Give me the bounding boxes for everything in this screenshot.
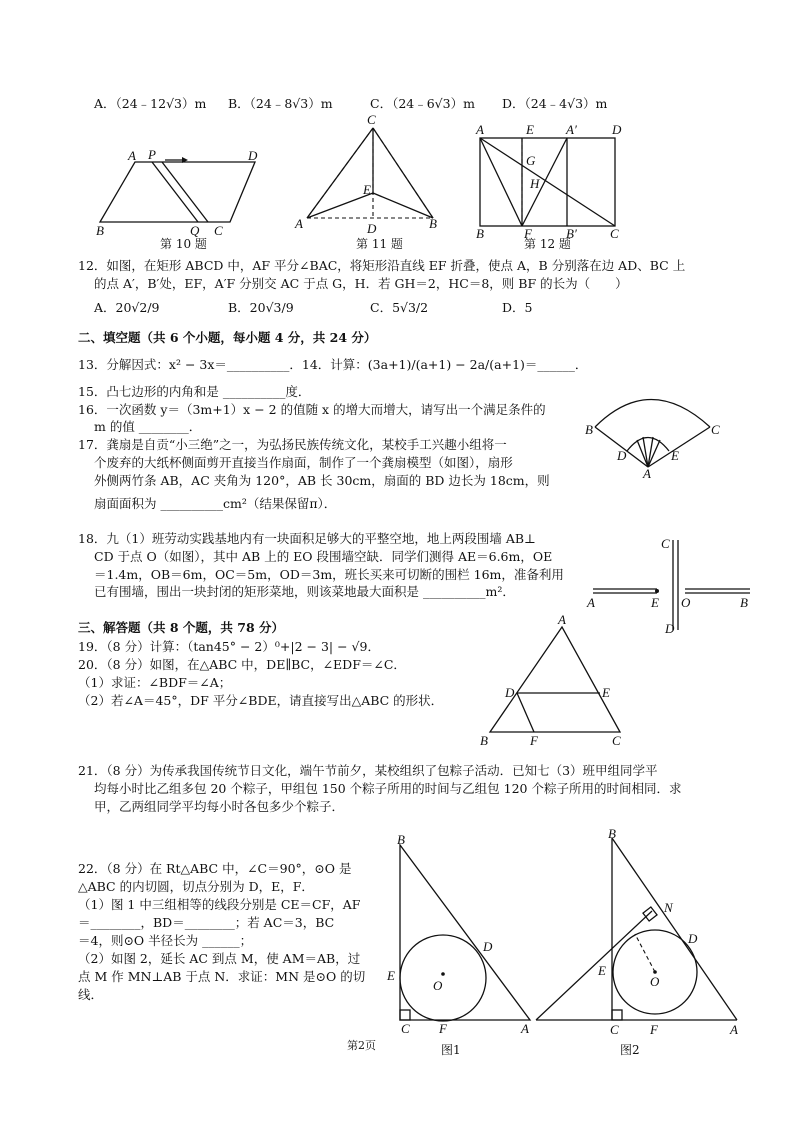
svg-text:E: E: [602, 685, 610, 700]
q22-line-3: （1）图 1 中三组相等的线段分别是 CE＝CF，AF: [78, 897, 361, 912]
svg-text:B: B: [585, 422, 593, 437]
q18-line-1: 18．九（1）班劳动实践基地内有一块面积足够大的平整空地，地上两段围墙 AB⊥: [78, 531, 536, 546]
q20-line-1: 20．（8 分）如图，在△ABC 中，DE∥BC，∠EDF＝∠C．: [78, 657, 406, 672]
svg-text:F: F: [530, 733, 538, 748]
svg-text:B: B: [740, 595, 748, 610]
svg-text:E: E: [598, 963, 606, 978]
svg-text:Q: Q: [190, 223, 200, 238]
svg-text:C: C: [612, 733, 621, 748]
figure-2-label: 图2: [620, 1043, 640, 1057]
svg-text:D: D: [617, 448, 627, 463]
svg-text:A: A: [521, 1021, 529, 1036]
svg-text:D: D: [505, 685, 515, 700]
figure-10: [90, 147, 270, 240]
figure-11-caption: 第 11 题: [356, 237, 403, 251]
svg-text:C: C: [610, 1022, 619, 1037]
q19: 19．（8 分）计算：（tan45° − 2）⁰+|2 − 3| − √9．: [78, 639, 380, 654]
q22-line-8: 线．: [78, 987, 104, 1002]
q20-line-3: （2）若∠A＝45°，DF 平分∠BDE，请直接写出△ABC 的形状．: [78, 693, 444, 708]
svg-text:B: B: [480, 733, 488, 748]
q12-line-2: 的点 A′，B′处，EF，A′F 分别交 AC 于点 G，H．若 GH＝2，HC＝8，则 BF 的长为（ ）: [94, 276, 628, 291]
q20-line-2: （1）求证：∠BDF＝∠A；: [78, 675, 232, 690]
svg-text:B: B: [397, 832, 405, 847]
svg-text:C: C: [661, 536, 670, 551]
svg-text:E: E: [651, 595, 659, 610]
svg-text:D: D: [665, 621, 675, 636]
svg-text:B: B: [429, 216, 437, 231]
svg-text:C: C: [401, 1021, 410, 1036]
q13-q14: 13．分解因式：x² − 3x＝__________．14．计算：(3a+1)/(a+1) − 2a/(a+1)＝______．: [78, 357, 588, 372]
q22-figure-2: [532, 826, 747, 1040]
svg-text:D: D: [483, 939, 493, 954]
q16-line-1: 16．一次函数 y＝（3m+1）x − 2 的值随 x 的增大而增大，请写出一个满足条件的: [78, 402, 546, 417]
svg-text:E: E: [363, 182, 371, 197]
q11-option-c: C．（24﹣6√3）m: [370, 96, 475, 111]
svg-text:H: H: [530, 176, 540, 191]
q11-option-d: D．（24﹣4√3）m: [502, 96, 608, 111]
q12-option-a: A．20√2/9: [94, 300, 160, 315]
figure-10-caption: 第 10 题: [160, 237, 207, 251]
q17-line-3: 外侧两竹条 AB，AC 夹角为 120°，AB 长 30cm，扇面的 BD 边长为 18cm，则: [94, 473, 550, 488]
svg-text:B: B: [96, 223, 104, 238]
svg-text:O: O: [650, 974, 660, 989]
q17-line-1: 17．龚扇是自贡“小三绝”之一，为弘扬民族传统文化，某校手工兴趣小组将一: [78, 437, 507, 452]
q12-option-d: D．5: [502, 300, 533, 315]
figure-11: [295, 112, 445, 238]
svg-text:E: E: [671, 448, 679, 463]
figure-12: [470, 120, 630, 240]
svg-text:A: A: [587, 595, 595, 610]
q22-line-5: ＝4，则⊙O 半径长为 ______；: [78, 933, 253, 948]
svg-text:A: A: [643, 466, 651, 481]
triangle-figure-q20: [480, 612, 640, 749]
q15: 15．凸七边形的内角和是 __________度．: [78, 384, 311, 399]
q22-line-1: 22．（8 分）在 Rt△ABC 中，∠C＝90°，⊙O 是: [78, 861, 352, 876]
svg-text:C: C: [711, 422, 720, 437]
q17-line-2: 个废弃的大纸杯侧面剪开直接当作扇面，制作了一个龚扇模型（如图），扇形: [94, 455, 513, 470]
svg-text:F: F: [524, 226, 532, 241]
svg-text:G: G: [526, 153, 536, 168]
q21-line-3: 甲，乙两组同学平均每小时各包多少个粽子．: [94, 799, 345, 814]
q12-option-c: C．5√3/2: [370, 300, 429, 315]
svg-text:B′: B′: [566, 226, 577, 241]
figure-12-caption: 第 12 题: [524, 237, 571, 251]
page-number: 第2页: [347, 1039, 376, 1052]
q22-line-7: 点 M 作 MN⊥AB 于点 N．求证：MN 是⊙O 的切: [78, 969, 366, 984]
q22-line-6: （2）如图 2，延长 AC 到点 M，使 AM＝AB，过: [78, 951, 361, 966]
svg-text:D: D: [612, 122, 622, 137]
svg-text:O: O: [433, 978, 443, 993]
svg-text:A: A: [558, 612, 566, 627]
svg-text:F: F: [439, 1021, 447, 1036]
svg-text:A: A: [128, 148, 136, 163]
q17-line-4: 扇面面积为 __________cm²（结果保留π）．: [94, 496, 337, 511]
svg-text:C: C: [367, 112, 376, 127]
svg-text:D: D: [248, 148, 258, 163]
q12-option-b: B．20√3/9: [228, 300, 294, 315]
svg-text:B: B: [476, 226, 484, 241]
q22-line-4: ＝________，BD＝________；若 AC＝3，BC: [78, 915, 335, 930]
q12-line-1: 12．如图，在矩形 ABCD 中，AF 平分∠BAC，将矩形沿直线 EF 折叠，使点 A，B 分别落在边 AD、BC 上: [78, 258, 686, 273]
svg-text:B: B: [608, 826, 616, 841]
q18-line-3: ＝1.4m，OB＝6m，OC＝5m，OD＝3m，班长买来可切断的围栏 16m，准备利用: [94, 567, 564, 582]
q21-line-2: 均每小时比乙组多包 20 个粽子，甲组包 150 个粽子所用的时间与乙组包 120 个粽子所用的时间相同．求: [94, 781, 682, 796]
q11-option-b: B．（24﹣8√3）m: [228, 96, 333, 111]
svg-text:C: C: [214, 223, 223, 238]
section-3-heading: 三、解答题（共 8 个题，共 78 分）: [78, 620, 285, 635]
section-2-heading: 二、填空题（共 6 个小题，每小题 4 分，共 24 分）: [78, 330, 377, 345]
figure-1-label: 图1: [441, 1043, 461, 1057]
q21-line-1: 21．（8 分）为传承我国传统节日文化，端午节前夕，某校组织了包粽子活动．已知七（3）班甲组同学平: [78, 763, 658, 778]
q16-line-2: m 的值 ________．: [94, 419, 202, 434]
q22-figure-1: [385, 830, 535, 1040]
svg-text:P: P: [148, 147, 156, 162]
q22-line-2: △ABC 的内切圆，切点分别为 D，E，F．: [78, 879, 314, 894]
svg-text:D: D: [688, 931, 698, 946]
svg-text:C: C: [610, 226, 619, 241]
svg-text:A: A: [295, 216, 303, 231]
svg-text:A: A: [730, 1022, 738, 1037]
q11-option-a: A．（24﹣12√3）m: [94, 96, 207, 111]
q18-line-4: 已有围墙，围出一块封闭的矩形菜地，则该菜地最大面积是 __________m²．: [94, 584, 515, 599]
svg-text:A: A: [476, 122, 484, 137]
svg-text:F: F: [650, 1022, 658, 1037]
svg-text:E: E: [387, 968, 395, 983]
svg-text:N: N: [664, 900, 673, 915]
q18-line-2: CD 于点 O（如图），其中 AB 上的 EO 段围墙空缺．同学们测得 AE＝6.6m，OE: [94, 549, 553, 564]
fan-figure: [585, 382, 735, 482]
svg-text:O: O: [681, 595, 691, 610]
svg-text:A′: A′: [566, 122, 577, 137]
svg-text:E: E: [526, 122, 534, 137]
svg-text:D: D: [367, 221, 377, 236]
